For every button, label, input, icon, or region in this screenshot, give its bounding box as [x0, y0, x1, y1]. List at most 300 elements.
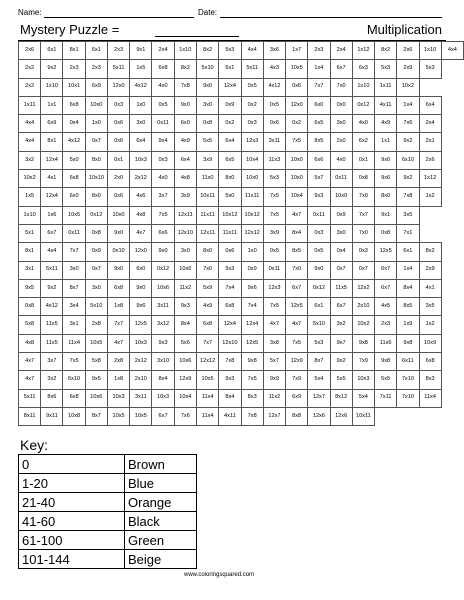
grid-cell[interactable]: 3x2 — [19, 151, 41, 169]
grid-cell[interactable]: 3x2 — [330, 316, 352, 334]
grid-cell[interactable]: 3x0 — [330, 115, 352, 133]
grid-cell[interactable]: 2x6 — [397, 42, 419, 60]
grid-cell[interactable]: 12x10 — [219, 334, 241, 352]
grid-cell[interactable]: 10x11 — [352, 407, 374, 425]
grid-cell[interactable]: 12x7 — [308, 389, 330, 407]
grid-cell[interactable]: 0x3 — [152, 151, 174, 169]
grid-cell[interactable]: 8x0 — [196, 243, 218, 261]
grid-cell[interactable]: 10x6 — [85, 389, 107, 407]
grid-cell[interactable]: 6x8 — [152, 60, 174, 78]
grid-cell[interactable]: 3x9 — [196, 151, 218, 169]
grid-cell[interactable]: 2x6 — [419, 151, 441, 169]
grid-cell[interactable]: 2x9 — [397, 60, 419, 78]
grid-cell[interactable]: 11x2 — [174, 279, 196, 297]
grid-cell[interactable]: 6x4 — [130, 133, 152, 151]
grid-cell[interactable]: 1x10 — [352, 78, 374, 96]
grid-cell[interactable]: 7x5 — [63, 353, 85, 371]
grid-cell[interactable]: 3x0 — [330, 224, 352, 242]
grid-cell[interactable]: 8x5 — [308, 133, 330, 151]
grid-cell[interactable]: 0x6 — [286, 78, 308, 96]
grid-cell[interactable]: 10x0 — [241, 170, 263, 188]
grid-cell[interactable]: 0x9 — [219, 96, 241, 114]
grid-cell[interactable]: 12x4 — [41, 151, 63, 169]
grid-cell[interactable]: 6x0 — [174, 115, 196, 133]
grid-cell[interactable]: 4x8 — [19, 334, 41, 352]
grid-cell[interactable]: 8x4 — [152, 371, 174, 389]
grid-cell[interactable]: 9x3 — [152, 334, 174, 352]
date-field-line[interactable] — [220, 17, 442, 18]
grid-cell[interactable]: 11x4 — [196, 407, 218, 425]
grid-cell[interactable]: 9x3 — [219, 261, 241, 279]
grid-cell[interactable]: 12x9 — [286, 353, 308, 371]
grid-cell[interactable]: 0x5 — [263, 96, 285, 114]
grid-cell[interactable]: 12x6 — [308, 407, 330, 425]
grid-cell[interactable]: 1x10 — [41, 78, 63, 96]
grid-cell[interactable]: 5x4 — [308, 371, 330, 389]
grid-cell[interactable]: 4x1 — [41, 170, 63, 188]
grid-cell[interactable]: 6x8 — [63, 389, 85, 407]
grid-cell[interactable]: 3x1 — [19, 261, 41, 279]
grid-cell[interactable]: 0x3 — [241, 115, 263, 133]
grid-cell[interactable]: 4x11 — [219, 407, 241, 425]
grid-cell[interactable]: 8x1 — [41, 133, 63, 151]
grid-cell[interactable]: 10x6 — [174, 261, 196, 279]
grid-cell[interactable]: 0x8 — [19, 298, 41, 316]
grid-cell[interactable]: 0x12 — [152, 261, 174, 279]
grid-cell[interactable]: 11x3 — [263, 151, 285, 169]
grid-cell[interactable]: 0x2 — [219, 115, 241, 133]
grid-cell[interactable]: 12x11 — [196, 224, 218, 242]
grid-cell[interactable]: 5x11 — [41, 261, 63, 279]
grid-cell[interactable]: 9x11 — [41, 407, 63, 425]
grid-cell[interactable]: 5x0 — [63, 151, 85, 169]
grid-cell[interactable]: 1x2 — [419, 316, 441, 334]
grid-cell[interactable]: 5x3 — [419, 60, 441, 78]
grid-cell[interactable]: 0x12 — [85, 206, 107, 224]
grid-cell[interactable]: 9x6 — [130, 298, 152, 316]
grid-cell[interactable]: 12x4 — [41, 188, 63, 206]
grid-cell[interactable]: 0x11 — [308, 206, 330, 224]
grid-cell[interactable]: 7x0 — [352, 224, 374, 242]
grid-cell[interactable]: 11x11 — [219, 224, 241, 242]
grid-cell[interactable]: 4x7 — [19, 371, 41, 389]
grid-cell[interactable]: 4x6 — [130, 188, 152, 206]
grid-cell[interactable]: 0x5 — [263, 243, 285, 261]
grid-cell[interactable]: 0x1 — [107, 151, 129, 169]
grid-cell[interactable]: 8x2 — [174, 60, 196, 78]
grid-cell[interactable]: 1x1 — [375, 133, 397, 151]
grid-cell[interactable]: 4x4 — [241, 42, 263, 60]
grid-cell[interactable]: 9x2 — [41, 60, 63, 78]
grid-cell[interactable]: 0x11 — [263, 261, 285, 279]
grid-cell[interactable]: 7x5 — [286, 334, 308, 352]
grid-cell[interactable]: 0x8 — [85, 224, 107, 242]
grid-cell[interactable]: 9x0 — [107, 224, 129, 242]
grid-cell[interactable]: 2x4 — [152, 42, 174, 60]
grid-cell[interactable]: 8x2 — [419, 243, 441, 261]
grid-cell[interactable]: 0x7 — [330, 261, 352, 279]
grid-cell[interactable]: 7x4 — [241, 298, 263, 316]
grid-cell[interactable]: 0x1 — [352, 151, 374, 169]
grid-cell[interactable]: 4x12 — [263, 78, 285, 96]
grid-cell[interactable]: 1x9 — [397, 316, 419, 334]
grid-cell[interactable]: 12x0 — [286, 96, 308, 114]
grid-cell[interactable]: 8x2 — [196, 42, 218, 60]
grid-cell[interactable]: 6x5 — [219, 151, 241, 169]
grid-cell[interactable]: 7x5 — [263, 188, 285, 206]
grid-cell[interactable]: 10x4 — [286, 188, 308, 206]
grid-cell[interactable]: 1x0 — [241, 243, 263, 261]
grid-cell[interactable]: 8x1 — [63, 42, 85, 60]
grid-cell[interactable]: 0x2 — [241, 96, 263, 114]
grid-cell[interactable]: 5x1 — [19, 224, 41, 242]
grid-cell[interactable]: 8x1 — [19, 243, 41, 261]
grid-cell[interactable]: 9x8 — [375, 353, 397, 371]
grid-cell[interactable]: 6x5 — [308, 115, 330, 133]
grid-cell[interactable]: 5x11 — [107, 60, 129, 78]
grid-cell[interactable]: 5x8 — [19, 316, 41, 334]
grid-cell[interactable]: 6x1 — [85, 42, 107, 60]
grid-cell[interactable]: 1x5 — [19, 188, 41, 206]
grid-cell[interactable]: 10x0 — [286, 170, 308, 188]
grid-cell[interactable]: 5x8 — [85, 353, 107, 371]
grid-cell[interactable]: 2x4 — [330, 42, 352, 60]
grid-cell[interactable]: 4x7 — [263, 316, 285, 334]
grid-cell[interactable]: 0x5 — [241, 78, 263, 96]
grid-cell[interactable]: 4x4 — [19, 115, 41, 133]
grid-cell[interactable]: 11x5 — [330, 279, 352, 297]
grid-cell[interactable]: 3x0 — [196, 96, 218, 114]
grid-cell[interactable]: 4x4 — [19, 133, 41, 151]
grid-cell[interactable]: 7x0 — [286, 261, 308, 279]
grid-cell[interactable]: 10x4 — [174, 389, 196, 407]
grid-cell[interactable]: 8x7 — [308, 353, 330, 371]
grid-cell[interactable]: 4x0 — [330, 151, 352, 169]
grid-cell[interactable]: 12x4 — [241, 316, 263, 334]
grid-cell[interactable]: 9x1 — [375, 206, 397, 224]
grid-cell[interactable]: 0x7 — [85, 133, 107, 151]
grid-cell[interactable]: 11x2 — [263, 389, 285, 407]
grid-cell[interactable]: 7x0 — [330, 78, 352, 96]
grid-cell[interactable]: 4x8 — [130, 206, 152, 224]
grid-cell[interactable]: 0x11 — [330, 170, 352, 188]
grid-cell[interactable]: 7x11 — [375, 389, 397, 407]
grid-cell[interactable]: 12x12 — [196, 353, 218, 371]
grid-cell[interactable]: 2x0 — [330, 133, 352, 151]
grid-cell[interactable]: 8x12 — [330, 389, 352, 407]
grid-cell[interactable]: 4x11 — [375, 96, 397, 114]
grid-cell[interactable]: 11x5 — [41, 316, 63, 334]
grid-cell[interactable]: 12x4 — [219, 316, 241, 334]
grid-cell[interactable]: 10x1 — [63, 78, 85, 96]
grid-cell[interactable]: 0x6 — [107, 133, 129, 151]
grid-cell[interactable]: 9x6 — [375, 170, 397, 188]
grid-cell[interactable]: 3x11 — [263, 133, 285, 151]
grid-cell[interactable]: 2x4 — [419, 115, 441, 133]
grid-cell[interactable]: 7x0 — [352, 188, 374, 206]
grid-cell[interactable]: 11x6 — [375, 334, 397, 352]
grid-cell[interactable]: 0x4 — [63, 115, 85, 133]
grid-cell[interactable]: 12x2 — [352, 279, 374, 297]
grid-cell[interactable]: 9x0 — [375, 151, 397, 169]
grid-cell[interactable]: 11x5 — [41, 334, 63, 352]
grid-cell[interactable]: 12x5 — [375, 243, 397, 261]
grid-cell[interactable]: 7x10 — [397, 371, 419, 389]
grid-cell[interactable]: 4x7 — [107, 334, 129, 352]
grid-cell[interactable]: 10x11 — [196, 188, 218, 206]
grid-cell[interactable]: 2x3 — [85, 60, 107, 78]
grid-cell[interactable]: 10x2 — [352, 316, 374, 334]
grid-cell[interactable]: 5x6 — [174, 334, 196, 352]
grid-cell[interactable]: 3x1 — [63, 316, 85, 334]
grid-cell[interactable]: 12x3 — [241, 133, 263, 151]
grid-cell[interactable]: 12x5 — [241, 334, 263, 352]
grid-cell[interactable]: 6x8 — [63, 170, 85, 188]
grid-cell[interactable]: 1x11 — [19, 96, 41, 114]
grid-cell[interactable]: 1x10 — [174, 42, 196, 60]
grid-cell[interactable]: 6x7 — [41, 224, 63, 242]
grid-cell[interactable]: 10x6 — [174, 353, 196, 371]
grid-cell[interactable]: 10x5 — [85, 334, 107, 352]
grid-cell[interactable]: 10x0 — [330, 188, 352, 206]
grid-cell[interactable]: 8x4 — [219, 389, 241, 407]
grid-cell[interactable]: 6x8 — [107, 279, 129, 297]
grid-cell[interactable]: 0x8 — [375, 224, 397, 242]
grid-cell[interactable]: 0x0 — [330, 96, 352, 114]
grid-cell[interactable]: 4x9 — [174, 133, 196, 151]
grid-cell[interactable]: 11x11 — [241, 188, 263, 206]
grid-cell[interactable]: 7x4 — [219, 279, 241, 297]
grid-cell[interactable]: 7x1 — [397, 224, 419, 242]
grid-cell[interactable]: 7x7 — [196, 334, 218, 352]
grid-cell[interactable]: 7x8 — [174, 78, 196, 96]
grid-cell[interactable]: 5x5 — [330, 371, 352, 389]
grid-cell[interactable]: 1x8 — [107, 371, 129, 389]
grid-cell[interactable]: 10x5 — [63, 206, 85, 224]
grid-cell[interactable]: 0x12 — [352, 96, 374, 114]
grid-cell[interactable]: 6x2 — [352, 133, 374, 151]
grid-cell[interactable]: 4x9 — [375, 115, 397, 133]
grid-cell[interactable]: 8x0 — [85, 151, 107, 169]
grid-cell[interactable]: 6x3 — [352, 60, 374, 78]
grid-cell[interactable]: 10x5 — [107, 407, 129, 425]
grid-cell[interactable]: 12x4 — [219, 78, 241, 96]
grid-cell[interactable]: 6x4 — [174, 151, 196, 169]
grid-cell[interactable]: 1x12 — [352, 42, 374, 60]
grid-cell[interactable]: 0x3 — [107, 96, 129, 114]
grid-cell[interactable]: 0x6 — [219, 243, 241, 261]
grid-cell[interactable]: 1x2 — [419, 188, 441, 206]
grid-cell[interactable]: 1x4 — [397, 96, 419, 114]
grid-cell[interactable]: 9x3 — [219, 371, 241, 389]
grid-cell[interactable]: 2x12 — [130, 353, 152, 371]
grid-cell[interactable]: 6x11 — [397, 353, 419, 371]
grid-cell[interactable]: 1x8 — [107, 298, 129, 316]
grid-cell[interactable]: 0x6 — [107, 188, 129, 206]
grid-cell[interactable]: 10x12 — [241, 206, 263, 224]
grid-cell[interactable]: 1x10 — [419, 42, 441, 60]
grid-cell[interactable]: 10x0 — [286, 151, 308, 169]
grid-cell[interactable]: 5x11 — [19, 389, 41, 407]
grid-cell[interactable]: 10x5 — [286, 60, 308, 78]
grid-cell[interactable]: 2x3 — [63, 60, 85, 78]
grid-cell[interactable]: 10x2 — [397, 78, 419, 96]
grid-cell[interactable]: 0x5 — [308, 243, 330, 261]
grid-cell[interactable]: 8x11 — [19, 407, 41, 425]
grid-cell[interactable]: 10x9 — [419, 334, 441, 352]
grid-cell[interactable]: 12x0 — [130, 243, 152, 261]
grid-cell[interactable]: 9x2 — [41, 279, 63, 297]
grid-cell[interactable]: 10x3 — [352, 371, 374, 389]
grid-cell[interactable]: 0x6 — [107, 115, 129, 133]
grid-cell[interactable]: 3x5 — [397, 206, 419, 224]
grid-cell[interactable]: 3x9 — [263, 224, 285, 242]
grid-cell[interactable]: 12x9 — [174, 371, 196, 389]
grid-cell[interactable]: 2x3 — [107, 42, 129, 60]
grid-cell[interactable]: 8x0 — [85, 188, 107, 206]
grid-cell[interactable]: 1x11 — [375, 78, 397, 96]
grid-cell[interactable]: 6x9 — [286, 389, 308, 407]
grid-cell[interactable]: 10x12 — [219, 206, 241, 224]
grid-cell[interactable]: 10x3 — [130, 151, 152, 169]
grid-cell[interactable]: 9x2 — [397, 170, 419, 188]
grid-cell[interactable]: 3x10 — [152, 353, 174, 371]
grid-cell[interactable]: 6x1 — [308, 298, 330, 316]
grid-cell[interactable]: 7x7 — [352, 206, 374, 224]
grid-cell[interactable]: 6x7 — [375, 279, 397, 297]
grid-cell[interactable]: 12x5 — [286, 298, 308, 316]
grid-cell[interactable]: 0x9 — [330, 206, 352, 224]
grid-cell[interactable]: 1x0 — [130, 96, 152, 114]
grid-cell[interactable]: 3x0 — [85, 279, 107, 297]
grid-cell[interactable]: 9x8 — [241, 353, 263, 371]
grid-cell[interactable]: 0x12 — [308, 279, 330, 297]
grid-cell[interactable]: 4x0 — [152, 170, 174, 188]
grid-cell[interactable]: 0x3 — [308, 224, 330, 242]
grid-cell[interactable]: 1x4 — [397, 261, 419, 279]
grid-cell[interactable]: 11x11 — [196, 206, 218, 224]
grid-cell[interactable]: 10x4 — [241, 151, 263, 169]
grid-cell[interactable]: 2x12 — [130, 170, 152, 188]
grid-cell[interactable]: 3x5 — [419, 298, 441, 316]
grid-cell[interactable]: 8x0 — [375, 188, 397, 206]
grid-cell[interactable]: 9x8 — [397, 334, 419, 352]
grid-cell[interactable]: 8x2 — [375, 42, 397, 60]
grid-cell[interactable]: 1x10 — [19, 206, 41, 224]
grid-cell[interactable]: 9x9 — [263, 371, 285, 389]
grid-cell[interactable]: 9x6 — [241, 279, 263, 297]
grid-cell[interactable]: 8x8 — [286, 407, 308, 425]
grid-cell[interactable]: 1x12 — [419, 170, 441, 188]
grid-cell[interactable]: 12x5 — [130, 316, 152, 334]
grid-cell[interactable]: 9x0 — [107, 261, 129, 279]
grid-cell[interactable]: 9x3 — [174, 298, 196, 316]
grid-cell[interactable]: 8x3 — [241, 389, 263, 407]
grid-cell[interactable]: 1x5 — [130, 60, 152, 78]
grid-cell[interactable]: 9x0 — [152, 243, 174, 261]
grid-cell[interactable]: 5x5 — [375, 371, 397, 389]
grid-cell[interactable]: 10x8 — [63, 407, 85, 425]
grid-cell[interactable]: 1x7 — [286, 42, 308, 60]
grid-cell[interactable]: 6x9 — [85, 78, 107, 96]
grid-cell[interactable]: 4x12 — [130, 78, 152, 96]
grid-cell[interactable]: 7x9 — [286, 371, 308, 389]
grid-cell[interactable]: 0x8 — [196, 115, 218, 133]
grid-cell[interactable]: 6x7 — [152, 407, 174, 425]
grid-cell[interactable]: 6x10 — [63, 371, 85, 389]
grid-cell[interactable]: 6x9 — [41, 115, 63, 133]
grid-cell[interactable]: 7x7 — [63, 243, 85, 261]
grid-cell[interactable]: 8x3 — [419, 371, 441, 389]
grid-cell[interactable]: 7x5 — [241, 371, 263, 389]
grid-cell[interactable]: 10x2 — [19, 170, 41, 188]
grid-cell[interactable]: 9x2 — [330, 353, 352, 371]
grid-cell[interactable]: 0x11 — [63, 224, 85, 242]
grid-cell[interactable]: 12x11 — [174, 206, 196, 224]
grid-cell[interactable]: 4x7 — [19, 353, 41, 371]
grid-cell[interactable]: 0x10 — [107, 243, 129, 261]
grid-cell[interactable]: 9x0 — [130, 279, 152, 297]
grid-cell[interactable]: 8x4 — [397, 279, 419, 297]
grid-cell[interactable]: 5x10 — [308, 316, 330, 334]
grid-cell[interactable]: 0x2 — [286, 115, 308, 133]
grid-cell[interactable]: 5x7 — [263, 353, 285, 371]
grid-cell[interactable]: 0x9 — [85, 243, 107, 261]
grid-cell[interactable]: 6x8 — [196, 316, 218, 334]
name-field-line[interactable] — [44, 17, 194, 18]
grid-cell[interactable]: 7x5 — [286, 133, 308, 151]
grid-cell[interactable]: 7x8 — [241, 407, 263, 425]
grid-cell[interactable]: 10x5 — [130, 407, 152, 425]
grid-cell[interactable]: 2x8 — [107, 353, 129, 371]
grid-cell[interactable]: 9x5 — [19, 279, 41, 297]
grid-cell[interactable]: 3x12 — [152, 316, 174, 334]
grid-cell[interactable]: 6x8 — [219, 298, 241, 316]
grid-cell[interactable]: 2x2 — [19, 60, 41, 78]
grid-cell[interactable]: 3x7 — [152, 188, 174, 206]
grid-cell[interactable]: 9x5 — [85, 371, 107, 389]
grid-cell[interactable]: 9x4 — [152, 133, 174, 151]
grid-cell[interactable]: 3x8 — [263, 334, 285, 352]
grid-cell[interactable]: 0x6 — [263, 115, 285, 133]
grid-cell[interactable]: 6x1 — [219, 60, 241, 78]
grid-cell[interactable]: 3x11 — [130, 389, 152, 407]
grid-cell[interactable]: 4x8 — [174, 170, 196, 188]
grid-cell[interactable]: 0x4 — [330, 243, 352, 261]
grid-cell[interactable]: 6x8 — [63, 96, 85, 114]
grid-cell[interactable]: 4x0 — [352, 115, 374, 133]
grid-cell[interactable]: 0x8 — [352, 170, 374, 188]
grid-cell[interactable]: 3x9 — [174, 188, 196, 206]
grid-cell[interactable]: 7x7 — [107, 316, 129, 334]
grid-cell[interactable]: 11x4 — [419, 389, 441, 407]
grid-cell[interactable]: 7x8 — [397, 188, 419, 206]
grid-cell[interactable]: 6x4 — [219, 133, 241, 151]
grid-cell[interactable]: 7x10 — [397, 389, 419, 407]
grid-cell[interactable]: 9x7 — [330, 334, 352, 352]
grid-cell[interactable]: 9x1 — [130, 42, 152, 60]
grid-cell[interactable]: 6x0 — [63, 188, 85, 206]
grid-cell[interactable]: 3x6 — [263, 42, 285, 60]
grid-cell[interactable]: 6x6 — [152, 224, 174, 242]
grid-cell[interactable]: 2x10 — [352, 298, 374, 316]
grid-cell[interactable]: 10x10 — [85, 170, 107, 188]
grid-cell[interactable]: 8x0 — [219, 170, 241, 188]
grid-cell[interactable]: 2x6 — [19, 42, 41, 60]
grid-cell[interactable]: 11x4 — [63, 334, 85, 352]
grid-cell[interactable]: 7x8 — [219, 353, 241, 371]
grid-cell[interactable]: 7x9 — [352, 353, 374, 371]
